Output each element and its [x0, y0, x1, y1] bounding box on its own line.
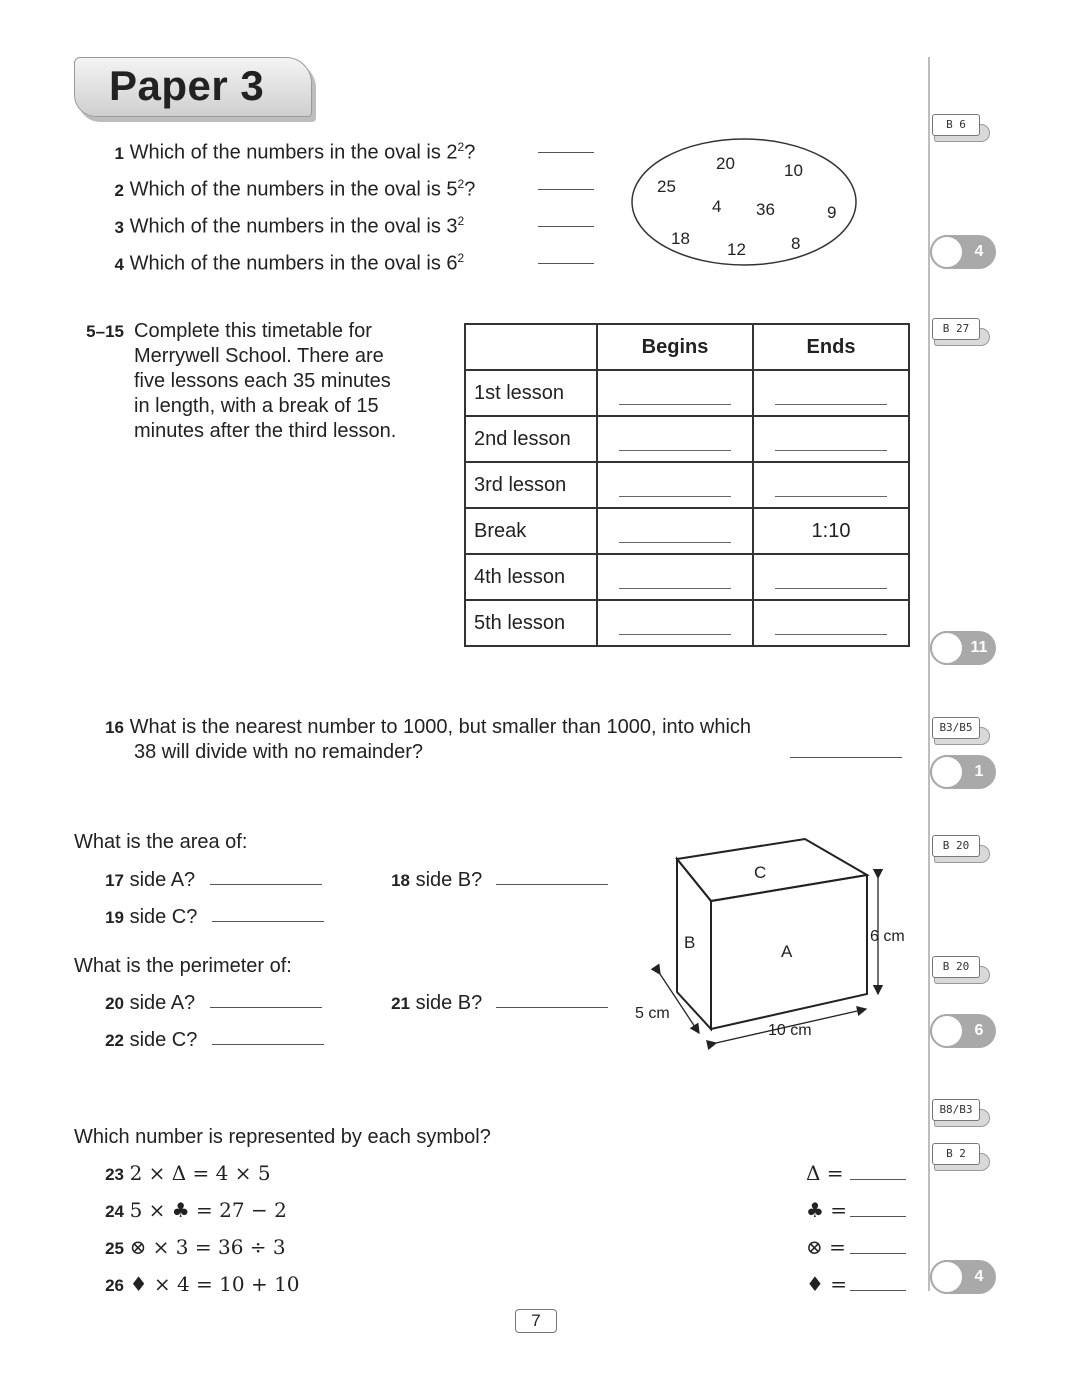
ends-cell[interactable]: [753, 600, 909, 646]
exponent: 2: [457, 214, 465, 228]
prompt-line: minutes after the third lesson.: [134, 420, 397, 442]
ends-value: 1:10: [753, 508, 909, 554]
cuboid-diagram: [630, 830, 920, 1055]
question-24: [94, 1198, 287, 1224]
table-header-begins: Begins: [597, 324, 753, 370]
question-5-15: [84, 319, 124, 344]
question-number: 19: [105, 908, 124, 927]
begins-cell[interactable]: [597, 416, 753, 462]
score-total: 1: [974, 763, 984, 780]
begins-cell[interactable]: [597, 554, 753, 600]
answer-line-23[interactable]: [850, 1179, 906, 1180]
question-3: [104, 209, 464, 240]
question-2: [104, 172, 475, 203]
book-reference: [932, 1143, 984, 1169]
table-row: [465, 462, 909, 508]
page-title-tab: [74, 57, 312, 117]
question-22: [94, 1028, 197, 1053]
question-number: 24: [105, 1202, 124, 1221]
oval-number: 18: [671, 229, 690, 248]
begins-cell[interactable]: [597, 462, 753, 508]
question-number: 16: [105, 718, 124, 737]
book-reference: [932, 114, 984, 140]
row-label: 3rd lesson: [465, 462, 597, 508]
begins-cell[interactable]: [597, 600, 753, 646]
area-heading: What is the area of:: [74, 831, 248, 853]
oval-number: 25: [657, 177, 676, 196]
question-16: [94, 715, 751, 740]
answer-line-1[interactable]: [538, 152, 594, 153]
question-4: [104, 246, 464, 277]
question-number: 18: [391, 871, 410, 890]
score-box: [930, 1014, 996, 1048]
question-number: 1: [114, 143, 124, 163]
equation: 2 × Δ = 4 × 5: [129, 1161, 271, 1185]
answer-line-3[interactable]: [538, 226, 594, 227]
question-number: 5–15: [86, 322, 124, 341]
book-reference-label: B 27: [932, 318, 980, 340]
question-text: Which of the numbers in the oval is 5: [129, 178, 458, 201]
answer-line-2[interactable]: [538, 189, 594, 190]
oval-number: 12: [727, 240, 746, 259]
page-title: Paper 3: [109, 62, 265, 109]
score-box: [930, 1260, 996, 1294]
question-17: [94, 868, 195, 893]
row-label: 1st lesson: [465, 370, 597, 416]
question-18: [380, 868, 482, 893]
timetable: [464, 323, 910, 647]
question-text: side C?: [129, 1029, 198, 1051]
face-a-label: A: [781, 942, 793, 961]
timetable-prompt: [134, 319, 396, 444]
score-total: 4: [974, 243, 984, 260]
book-reference: [932, 1099, 984, 1125]
table-row: [465, 554, 909, 600]
row-label: Break: [465, 508, 597, 554]
book-reference-label: B 6: [932, 114, 980, 136]
score-box: [930, 235, 996, 269]
question-19: [94, 905, 197, 930]
question-text: Which of the numbers in the oval is 3: [129, 215, 458, 238]
ends-cell[interactable]: [753, 416, 909, 462]
question-number: 2: [114, 180, 124, 200]
answer-line-16[interactable]: [790, 757, 902, 758]
question-text: side C?: [129, 906, 198, 928]
score-box: [930, 755, 996, 789]
number-oval: [630, 136, 862, 270]
perimeter-heading: What is the perimeter of:: [74, 955, 292, 977]
question-1: [104, 135, 475, 166]
book-reference: [932, 717, 984, 743]
book-reference-label: B 20: [932, 835, 980, 857]
score-circle[interactable]: [930, 235, 964, 269]
answer-symbol: ♣ =: [806, 1198, 848, 1222]
begins-cell[interactable]: [597, 508, 753, 554]
oval-number: 36: [756, 200, 775, 219]
answer-line-19[interactable]: [212, 921, 324, 922]
book-reference-label: B 20: [932, 956, 980, 978]
answer-line-25[interactable]: [850, 1253, 906, 1254]
table-row: [465, 370, 909, 416]
oval-number: 4: [712, 197, 722, 216]
question-number: 26: [105, 1276, 124, 1295]
symbols-heading: Which number is represented by each symbol?: [74, 1126, 491, 1148]
answer-line-20[interactable]: [210, 1007, 322, 1008]
book-reference: [932, 318, 984, 344]
question-text: What is the nearest number to 1000, but smaller than 1000, into which: [129, 716, 752, 738]
table-row: [465, 508, 909, 554]
equation: ⊗ × 3 = 36 ÷ 3: [129, 1235, 286, 1259]
oval-number: 20: [716, 154, 735, 173]
begins-cell[interactable]: [597, 370, 753, 416]
row-label: 2nd lesson: [465, 416, 597, 462]
table-header-ends: Ends: [753, 324, 909, 370]
question-16-line-2: 38 will divide with no remainder?: [134, 741, 424, 763]
answer-symbol: ⊗ =: [806, 1235, 846, 1259]
answer-line-18[interactable]: [496, 884, 608, 885]
prompt-line: five lessons each 35 minutes: [134, 370, 391, 392]
book-reference-label: B 2: [932, 1143, 980, 1165]
score-box: [930, 631, 996, 665]
score-total: 6: [974, 1022, 984, 1039]
oval-number: 8: [791, 234, 801, 253]
score-total: 11: [970, 639, 988, 656]
equation: 5 × ♣ = 27 − 2: [129, 1198, 287, 1222]
exponent: 2: [457, 251, 465, 265]
question-number: 23: [105, 1165, 124, 1184]
question-26: [94, 1272, 300, 1298]
face-b-label: B: [684, 933, 696, 952]
book-reference-label: B3/B5: [932, 717, 980, 739]
question-end: ?: [464, 141, 476, 164]
exponent: 2: [457, 140, 465, 154]
answer-symbol: ♦ =: [806, 1272, 848, 1296]
exponent: 2: [457, 177, 465, 191]
row-label: 4th lesson: [465, 554, 597, 600]
question-number: 20: [105, 994, 124, 1013]
question-text: side B?: [415, 869, 483, 891]
score-circle[interactable]: [930, 1014, 964, 1048]
question-text: side A?: [129, 869, 196, 891]
score-total: 4: [974, 1268, 984, 1285]
question-number: 3: [114, 217, 124, 237]
table-header-row: [465, 324, 909, 370]
table-row: [465, 416, 909, 462]
answer-line-21[interactable]: [496, 1007, 608, 1008]
answer-line-17[interactable]: [210, 884, 322, 885]
question-number: 22: [105, 1031, 124, 1050]
question-number: 17: [105, 871, 124, 890]
ends-cell[interactable]: [753, 370, 909, 416]
equation: ♦ × 4 = 10 + 10: [129, 1272, 300, 1296]
question-text: side B?: [415, 992, 483, 1014]
question-end: ?: [464, 178, 476, 201]
answer-line-22[interactable]: [212, 1044, 324, 1045]
score-circle[interactable]: [930, 755, 964, 789]
answer-symbol: Δ =: [806, 1161, 844, 1185]
answer-line-24[interactable]: [850, 1216, 906, 1217]
question-number: 25: [105, 1239, 124, 1258]
book-reference: [932, 835, 984, 861]
row-label: 5th lesson: [465, 600, 597, 646]
question-21: [380, 991, 482, 1016]
question-text: Which of the numbers in the oval is 6: [129, 252, 458, 275]
prompt-line: in length, with a break of 15: [134, 395, 379, 417]
page-number: 7: [515, 1309, 557, 1333]
book-reference-label: B8/B3: [932, 1099, 980, 1121]
score-circle[interactable]: [930, 1260, 964, 1294]
oval-number: 9: [827, 203, 837, 222]
table-header-empty: [465, 324, 597, 370]
width-label: 10 cm: [768, 1022, 812, 1039]
prompt-line: Merrywell School. There are: [134, 345, 384, 367]
prompt-line: Complete this timetable for: [134, 320, 372, 342]
book-reference: [932, 956, 984, 982]
question-25: [94, 1235, 286, 1261]
depth-arrow: [660, 974, 699, 1033]
question-23: [94, 1161, 271, 1187]
depth-label: 5 cm: [635, 1005, 670, 1022]
ends-cell[interactable]: [753, 554, 909, 600]
ends-cell[interactable]: [753, 462, 909, 508]
question-text: side A?: [129, 992, 196, 1014]
score-circle[interactable]: [930, 631, 964, 665]
answer-line-4[interactable]: [538, 263, 594, 264]
answer-line-26[interactable]: [850, 1290, 906, 1291]
height-label: 6 cm: [870, 928, 905, 945]
question-number: 21: [391, 994, 410, 1013]
question-20: [94, 991, 195, 1016]
table-row: [465, 600, 909, 646]
question-number: 4: [114, 254, 124, 274]
oval-number: 10: [784, 161, 803, 180]
question-text: Which of the numbers in the oval is 2: [129, 141, 458, 164]
face-c-label: C: [754, 863, 767, 882]
